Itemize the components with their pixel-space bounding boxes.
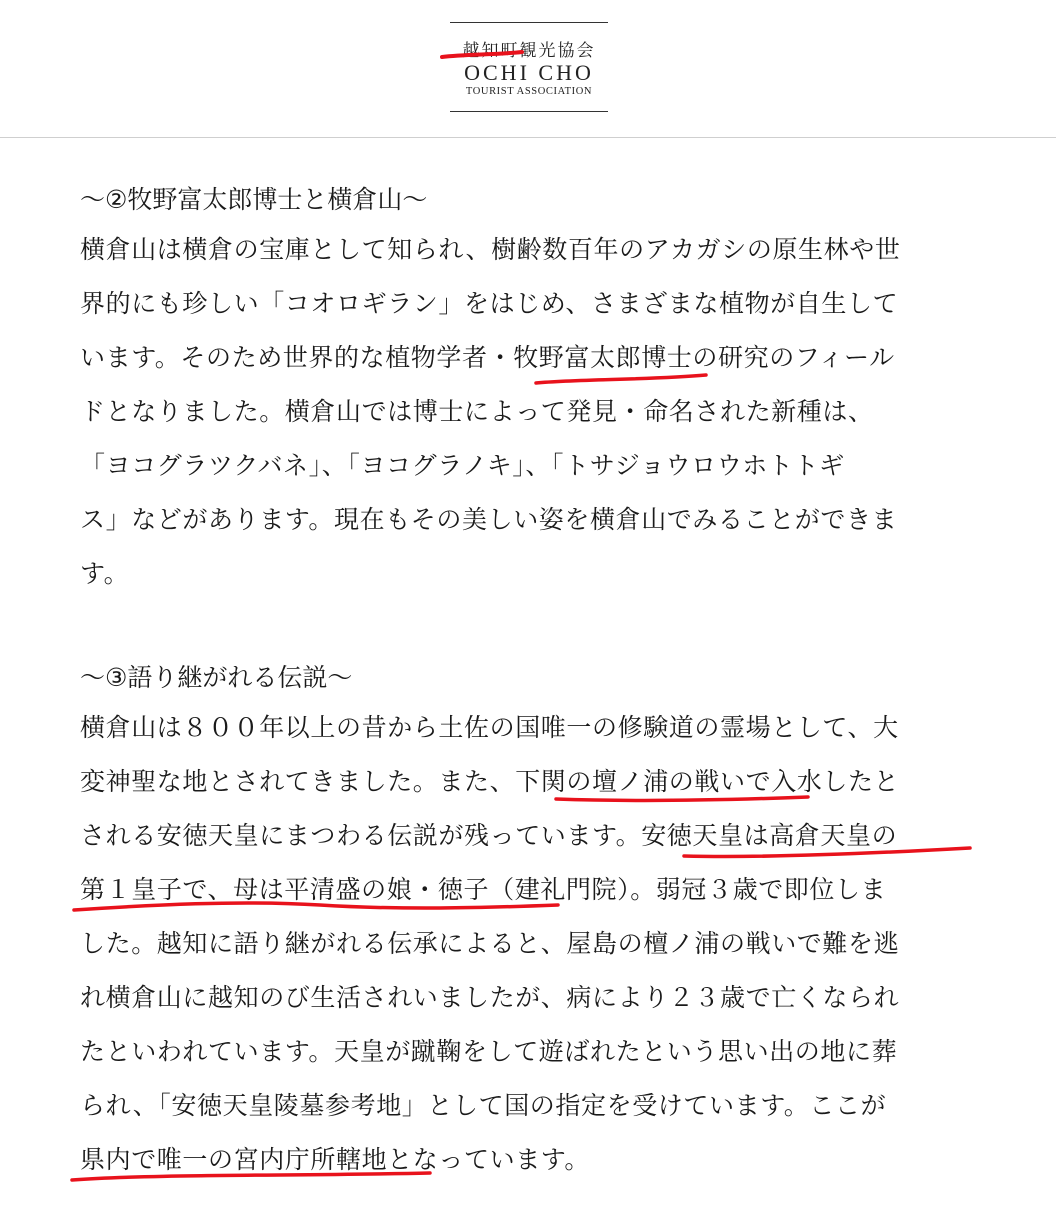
paragraph-line: 変神聖な地とされてきました。また、下関の壇ノ浦の戦いで入水したと xyxy=(80,767,900,796)
section-heading: 〜②牧野富太郎博士と横倉山〜 xyxy=(80,185,428,214)
paragraph-line: 横倉山は横倉の宝庫として知られ、樹齢数百年のアカガシの原生林や世 xyxy=(80,235,901,264)
paragraph-line: される安徳天皇にまつわる伝説が残っています。安徳天皇は高倉天皇の xyxy=(80,821,898,850)
paragraph-line: 「ヨコグラツクバネ」、「ヨコグラノキ」、「トサジョウロウホトトギ xyxy=(80,451,845,480)
paragraph-line: した。越知に語り継がれる伝承によると、屋島の檀ノ浦の戦いで難を逃 xyxy=(80,929,900,958)
section-heading: 〜③語り継がれる伝説〜 xyxy=(80,663,353,692)
section-makino-and-yokogurayama xyxy=(80,177,980,601)
paragraph-line: たといわれています。天皇が蹴鞠をして遊ばれたという思い出の地に葬 xyxy=(80,1037,898,1066)
paragraph-line: 県内で唯一の宮内庁所轄地となっています。 xyxy=(80,1145,591,1174)
site-header xyxy=(0,0,1056,138)
logo-english-subtitle: TOURIST ASSOCIATION xyxy=(465,86,593,97)
paragraph-line: れ横倉山に越知のび生活されいましたが、病により２３歳で亡くなられ xyxy=(80,983,900,1012)
logo-english-name: OCHI CHO xyxy=(464,60,594,85)
paragraph-line: す。 xyxy=(80,559,130,588)
paragraph-line: 横倉山は８００年以上の昔から土佐の国唯一の修験道の霊場として、大 xyxy=(80,713,899,742)
logo-top-rule xyxy=(450,22,608,23)
paragraph-line: 第１皇子で、母は平清盛の娘・徳子（建礼門院）。弱冠３歳で即位しま xyxy=(80,875,887,904)
logo-japanese-name: 越知町観光協会 xyxy=(462,41,596,61)
paragraph-line: ドとなりました。横倉山では博士によって発見・命名された新種は、 xyxy=(80,397,874,426)
logo-bottom-rule xyxy=(450,111,608,112)
section-handed-down-legend xyxy=(80,655,980,1187)
ochi-cho-tourist-association-logo[interactable] xyxy=(450,22,608,112)
paragraph-line: います。そのため世界的な植物学者・牧野富太郎博士の研究のフィール xyxy=(80,343,895,372)
paragraph-line: ス」などがあります。現在もその美しい姿を横倉山でみることができま xyxy=(80,505,898,534)
paragraph-line: られ、「安徳天皇陵墓参考地」として国の指定を受けています。ここが xyxy=(80,1091,887,1120)
paragraph-line: 界的にも珍しい「コオロギラン」をはじめ、さまざまな植物が自生して xyxy=(80,289,899,318)
